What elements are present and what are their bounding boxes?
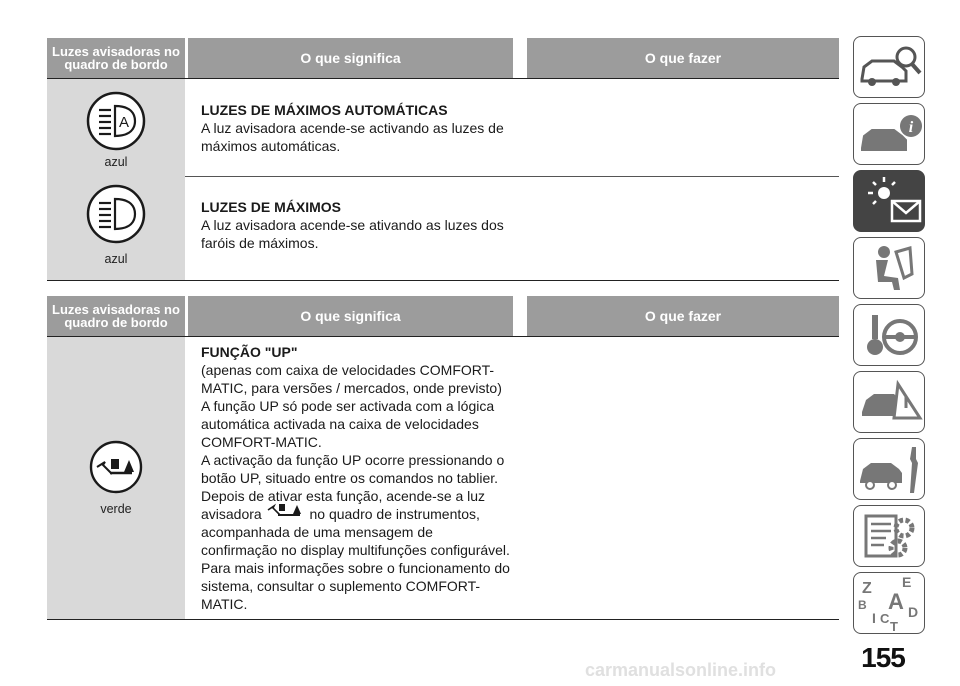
tab-steering-key[interactable] bbox=[853, 304, 925, 366]
row1-color-label: azul bbox=[104, 155, 128, 169]
up-function-icon bbox=[88, 440, 144, 499]
row3-line: confirmação no display multifunções configurável. bbox=[201, 542, 510, 558]
tab-document-gear[interactable] bbox=[853, 505, 925, 567]
document-gear-icon bbox=[854, 506, 926, 568]
tab-airbag-seat[interactable] bbox=[853, 237, 925, 299]
row3-line: MATIC, para versões / mercados, onde previsto) bbox=[201, 380, 502, 396]
table1-row-rule bbox=[185, 176, 839, 177]
table1-header-meaning bbox=[188, 38, 513, 78]
table1-header-action-label: O que fazer bbox=[644, 50, 722, 66]
svg-text:B: B bbox=[858, 598, 867, 612]
table2-header-action bbox=[527, 296, 839, 336]
table1-header-indicator-label: Luzes avisadoras no quadro de bordo bbox=[52, 44, 180, 72]
tab-car-search[interactable] bbox=[853, 36, 925, 98]
row3-line: COMFORT-MATIC. bbox=[201, 434, 322, 450]
car-search-icon bbox=[854, 37, 926, 99]
row2-text bbox=[201, 198, 521, 252]
row1-title: LUZES DE MÁXIMOS AUTOMÁTICAS bbox=[201, 102, 448, 118]
row3-line: MATIC. bbox=[201, 596, 248, 612]
table1-header-meaning-label: O que significa bbox=[300, 50, 401, 66]
watermark: carmanualsonline.info bbox=[585, 660, 777, 680]
row3-line: Depois de ativar esta função, acende-se a luz bbox=[201, 488, 486, 504]
svg-text:Z: Z bbox=[862, 580, 872, 597]
table2-header-indicator bbox=[47, 296, 185, 336]
row2-line: faróis de máximos. bbox=[201, 235, 319, 251]
svg-text:I: I bbox=[872, 610, 876, 626]
tab-car-info[interactable] bbox=[853, 103, 925, 165]
row3-line: automática activada na caixa de velocidades bbox=[201, 416, 479, 432]
table2-header-rule bbox=[47, 336, 839, 337]
row2-title: LUZES DE MÁXIMOS bbox=[201, 199, 342, 215]
svg-text:D: D bbox=[908, 604, 919, 620]
alphabet-index-icon bbox=[854, 573, 926, 635]
light-warning-icon bbox=[854, 171, 926, 233]
row2-color-label: azul bbox=[104, 252, 128, 266]
row3-line: botão UP, situado entre os comandos no tablier. bbox=[201, 470, 499, 486]
steering-key-icon bbox=[854, 305, 926, 367]
car-crash-icon bbox=[854, 372, 926, 434]
row3-line: no quadro de instrumentos, bbox=[309, 506, 480, 522]
table1-header-indicator bbox=[47, 38, 185, 78]
table2-header-indicator-label: Luzes avisadoras no quadro de bordo bbox=[52, 302, 180, 330]
svg-text:i: i bbox=[908, 119, 914, 136]
high-beam-icon bbox=[85, 183, 147, 250]
auto-high-beam-icon bbox=[85, 90, 147, 157]
row3-inline-line bbox=[201, 505, 531, 523]
row3-text bbox=[201, 343, 531, 613]
svg-text:A: A bbox=[118, 114, 130, 131]
row1-text bbox=[201, 101, 521, 155]
row3-line: A função UP só pode ser activada com a lógica bbox=[201, 398, 495, 414]
row3-line: (apenas com caixa de velocidades COMFORT- bbox=[201, 362, 495, 378]
row3-line: avisadora bbox=[201, 506, 262, 522]
page-number: 155 bbox=[861, 642, 905, 673]
row3-line: Para mais informações sobre o funcionamento do bbox=[201, 560, 510, 576]
tab-light-warning[interactable] bbox=[853, 170, 925, 232]
row1-line: A luz avisadora acende-se activando as luzes de bbox=[201, 120, 504, 136]
table1-header-rule bbox=[47, 78, 839, 79]
row3-color-label: verde bbox=[100, 502, 132, 516]
table2-header-meaning-label: O que significa bbox=[300, 308, 401, 324]
table1-bottom-rule bbox=[47, 280, 839, 281]
table2-header-action-label: O que fazer bbox=[644, 308, 722, 324]
tab-car-crash[interactable] bbox=[853, 371, 925, 433]
car-info-icon bbox=[854, 104, 926, 166]
row2-line: A luz avisadora acende-se ativando as luzes dos bbox=[201, 217, 504, 233]
svg-text:C: C bbox=[880, 611, 890, 626]
row3-title: FUNÇÃO "UP" bbox=[201, 344, 298, 360]
tab-car-wrench[interactable] bbox=[853, 438, 925, 500]
svg-text:T: T bbox=[890, 619, 898, 634]
table2-header-meaning bbox=[188, 296, 513, 336]
row3-line: acompanhada de uma mensagem de bbox=[201, 524, 433, 540]
svg-text:E: E bbox=[902, 574, 912, 590]
car-wrench-icon bbox=[854, 439, 926, 501]
row3-line: A activação da função UP ocorre pressionando o bbox=[201, 452, 505, 468]
up-function-inline-icon bbox=[266, 505, 306, 523]
airbag-seat-icon bbox=[854, 238, 926, 300]
table2-bottom-rule bbox=[47, 619, 839, 620]
row1-line: máximos automáticas. bbox=[201, 138, 341, 154]
tab-alphabet-index[interactable] bbox=[853, 572, 925, 634]
row3-line: sistema, consultar o suplemento COMFORT- bbox=[201, 578, 481, 594]
svg-text:A: A bbox=[888, 589, 904, 614]
table1-header-action bbox=[527, 38, 839, 78]
